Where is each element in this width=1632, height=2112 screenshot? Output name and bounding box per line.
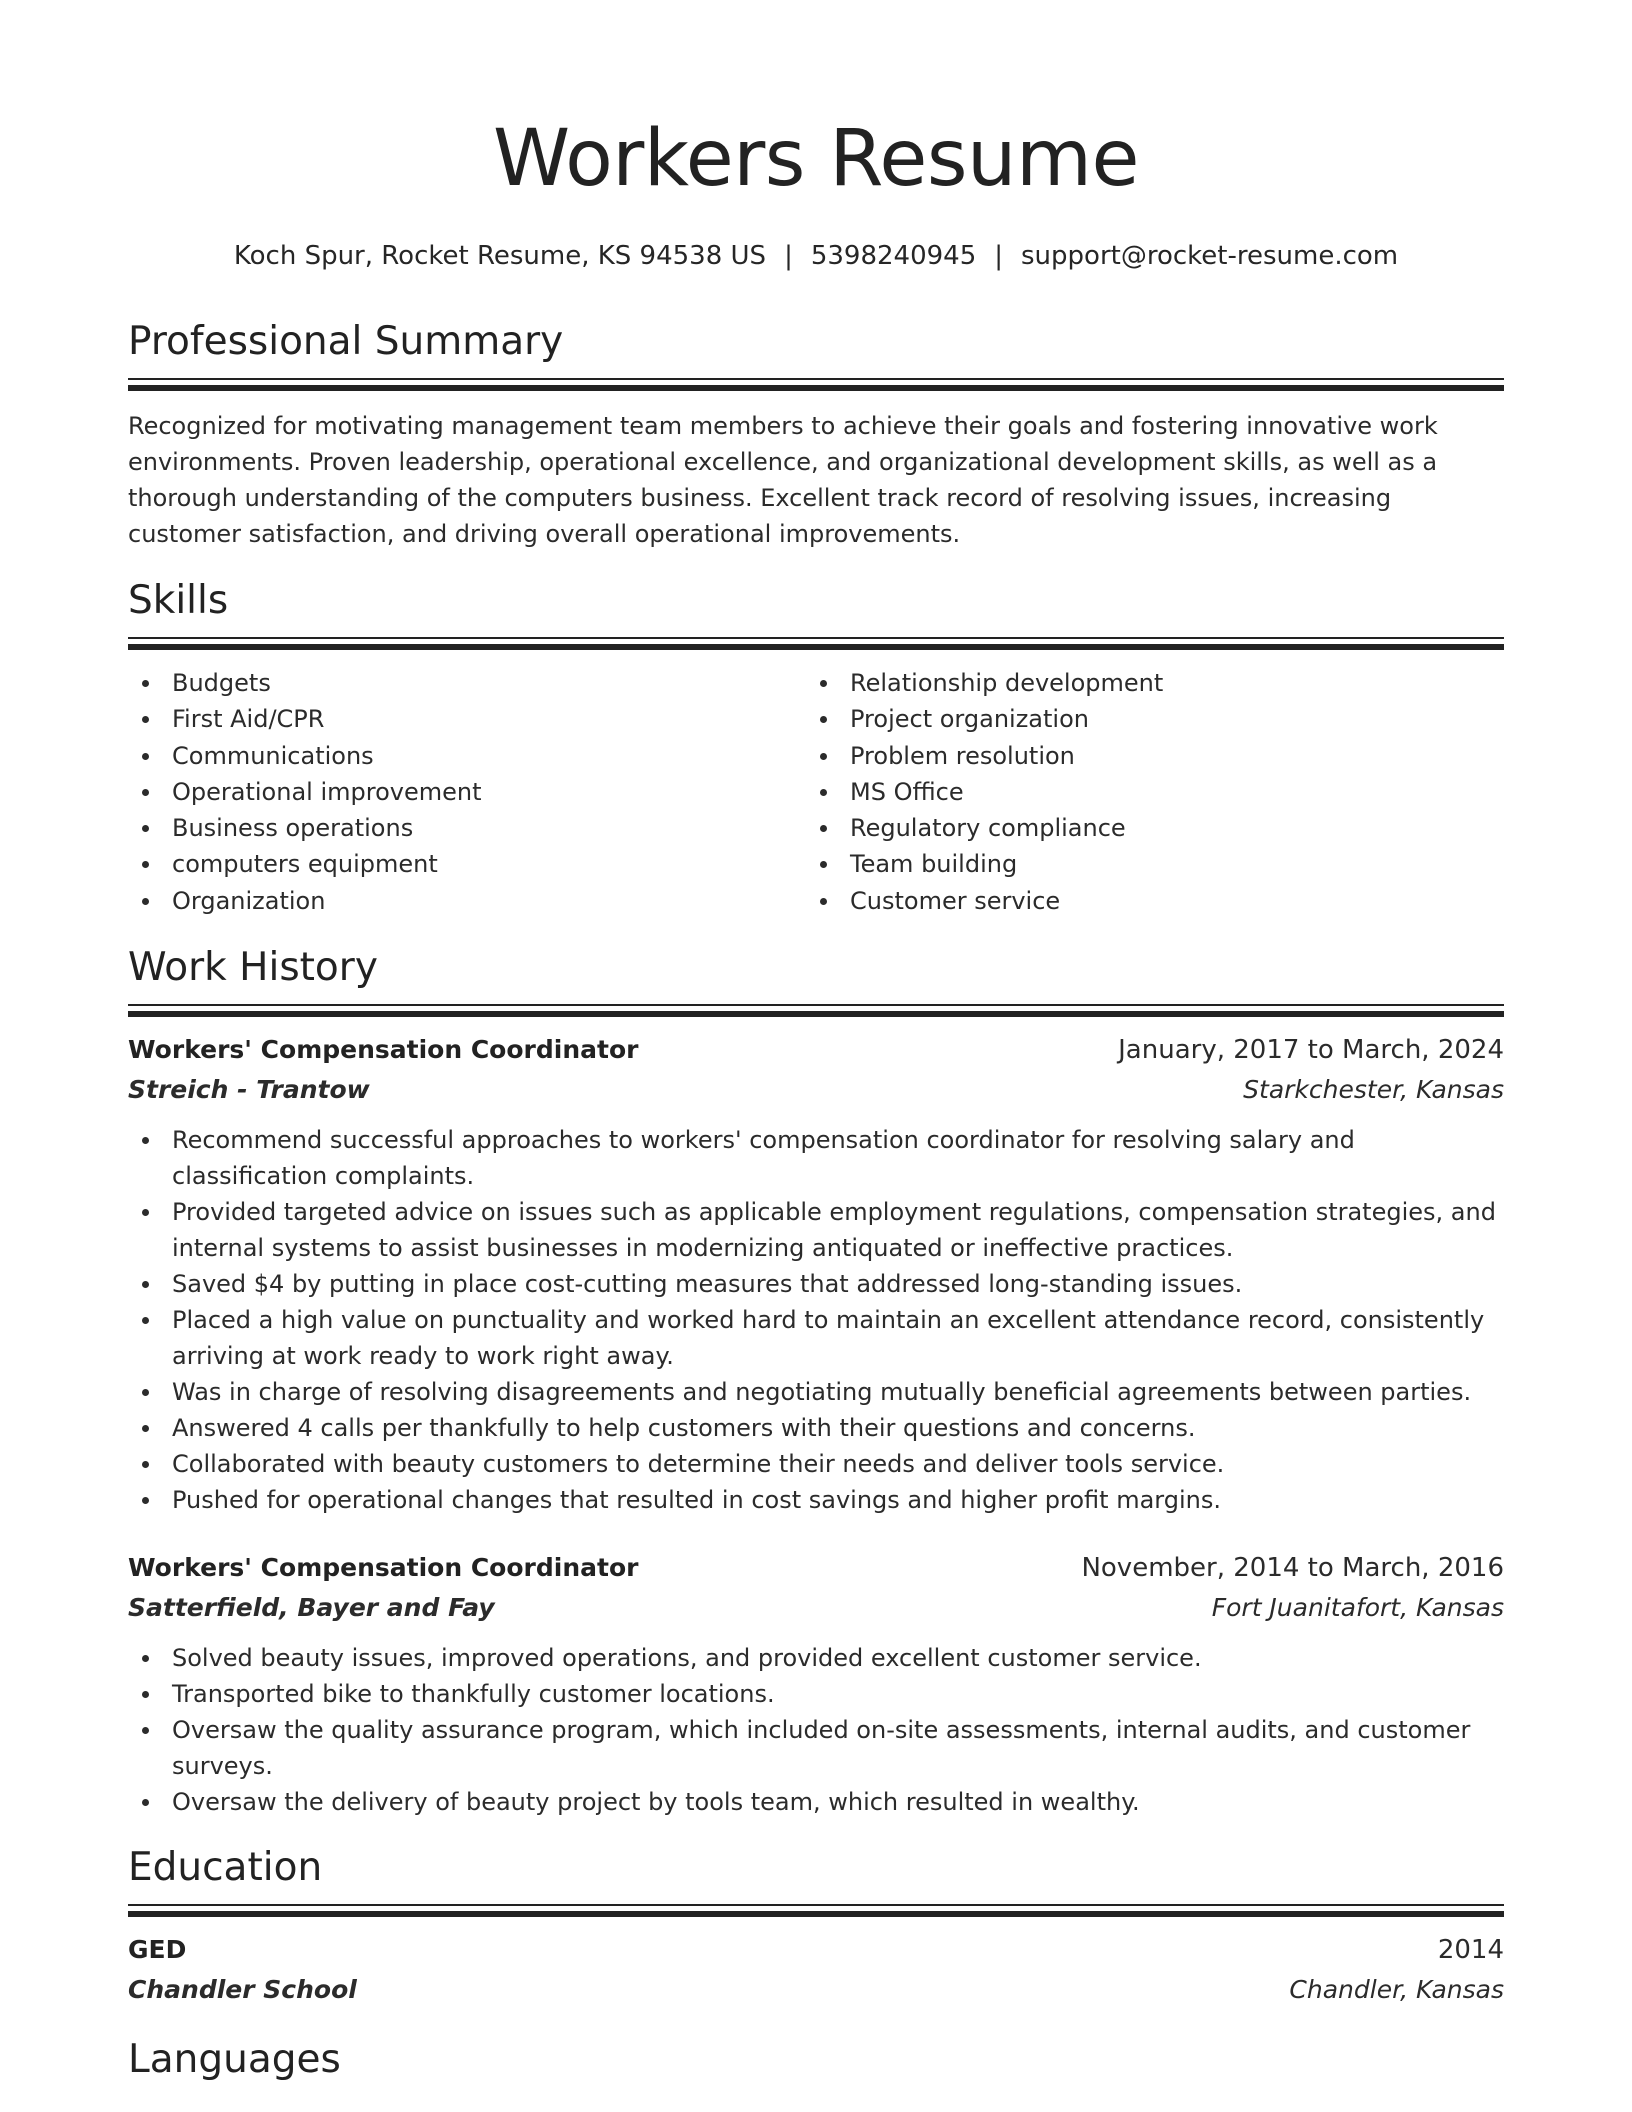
job-title: Workers' Compensation Coordinator — [128, 1035, 639, 1064]
job-header — [128, 1548, 1504, 1588]
education-header — [128, 1930, 1504, 1970]
education-section — [128, 1844, 1504, 2010]
languages-section — [128, 2036, 1504, 2084]
summary-text: Recognized for motivating management team members to achieve their goals and fostering innovative work environments. Proven leadership, operational excellence, and organizational development skills, as well as a thorough understanding of the computers business. Excellent track record of resolving issues, increasing customer satisfaction, and driving overall operational improvements. — [128, 412, 1438, 548]
skill-item: Operational improvement — [128, 774, 806, 810]
skills-list-left — [128, 665, 806, 919]
job-entry — [128, 1030, 1504, 1518]
job-entry — [128, 1548, 1504, 1820]
job-bullet: Provided targeted advice on issues such as applicable employment regulations, compensation strategies, and internal systems to assist businesses in modernizing antiquated or ineffective practices. — [128, 1194, 1504, 1266]
skill-item: Regulatory compliance — [806, 810, 1484, 846]
skills-heading: Skills — [128, 578, 229, 623]
job-bullet: Collaborated with beauty customers to determine their needs and deliver tools service. — [128, 1446, 1504, 1482]
job-location: Fort Juanitafort, Kansas — [1211, 1593, 1504, 1622]
job-bullet: Placed a high value on punctuality and worked hard to maintain an excellent attendance record, consistently arriving at work ready to work right away. — [128, 1302, 1504, 1374]
skill-item: MS Office — [806, 774, 1484, 810]
summary-heading: Professional Summary — [128, 319, 564, 364]
job-bullet: Oversaw the delivery of beauty project by tools team, which resulted in wealthy. — [128, 1784, 1504, 1820]
job-bullet: Saved $4 by putting in place cost-cutting measures that addressed long-standing issues. — [128, 1266, 1504, 1302]
contact-separator: | — [994, 241, 1004, 271]
education-year: 2014 — [1437, 1935, 1504, 1965]
job-bullet: Transported bike to thankfully customer locations. — [128, 1676, 1504, 1712]
languages-heading: Languages — [128, 2037, 341, 2082]
job-bullet: Was in charge of resolving disagreements and negotiating mutually beneficial agreements between parties. — [128, 1374, 1504, 1410]
job-bullets — [128, 1122, 1504, 1518]
skill-item: Budgets — [128, 665, 806, 701]
job-company: Streich - Trantow — [128, 1075, 370, 1104]
section-divider — [128, 1004, 1504, 1018]
job-title: Workers' Compensation Coordinator — [128, 1553, 639, 1582]
skill-item: computers equipment — [128, 846, 806, 882]
job-bullet: Oversaw the quality assurance program, which included on-site assessments, internal audits, and customer surveys. — [128, 1712, 1504, 1784]
contact-address: Koch Spur, Rocket Resume, KS 94538 US — [233, 241, 767, 271]
summary-section — [128, 318, 1504, 552]
skill-item: First Aid/CPR — [128, 701, 806, 737]
resume-name: Workers Resume — [493, 114, 1139, 204]
skills-columns — [128, 665, 1504, 919]
skills-list-right — [806, 665, 1484, 919]
job-company: Satterfield, Bayer and Fay — [128, 1593, 495, 1622]
job-bullets — [128, 1640, 1504, 1820]
education-subheader — [128, 1970, 1504, 2010]
skill-item: Relationship development — [806, 665, 1484, 701]
education-entry — [128, 1930, 1504, 2010]
skill-item: Customer service — [806, 883, 1484, 919]
job-dates: January, 2017 to March, 2024 — [1118, 1035, 1504, 1065]
section-divider — [128, 378, 1504, 392]
job-bullet: Pushed for operational changes that resulted in cost savings and higher profit margins. — [128, 1482, 1504, 1518]
skill-item: Problem resolution — [806, 738, 1484, 774]
education-degree: GED — [128, 1935, 187, 1964]
job-bullet: Answered 4 calls per thankfully to help customers with their questions and concerns. — [128, 1410, 1504, 1446]
contact-email[interactable]: support@rocket-resume.com — [1021, 241, 1399, 271]
job-subheader — [128, 1588, 1504, 1628]
education-school: Chandler School — [128, 1975, 357, 2004]
education-location: Chandler, Kansas — [1289, 1975, 1504, 2004]
contact-separator: | — [784, 241, 793, 271]
contact-phone: 5398240945 — [810, 241, 977, 271]
skill-item: Project organization — [806, 701, 1484, 737]
job-dates: November, 2014 to March, 2016 — [1081, 1553, 1504, 1583]
skill-item: Organization — [128, 883, 806, 919]
contact-line — [128, 240, 1504, 272]
skill-item: Business operations — [128, 810, 806, 846]
section-divider — [128, 637, 1504, 651]
job-bullet: Recommend successful approaches to workers' compensation coordinator for resolving salary and classification complaints. — [128, 1122, 1504, 1194]
work-history-section — [128, 944, 1504, 1820]
job-header — [128, 1030, 1504, 1070]
section-divider — [128, 1904, 1504, 1918]
job-subheader — [128, 1070, 1504, 1110]
job-location: Starkchester, Kansas — [1243, 1075, 1504, 1104]
education-heading: Education — [128, 1845, 323, 1890]
skills-section — [128, 577, 1504, 919]
skill-item: Communications — [128, 738, 806, 774]
skill-item: Team building — [806, 846, 1484, 882]
job-bullet: Solved beauty issues, improved operations, and provided excellent customer service. — [128, 1640, 1504, 1676]
work-history-heading: Work History — [128, 945, 378, 990]
